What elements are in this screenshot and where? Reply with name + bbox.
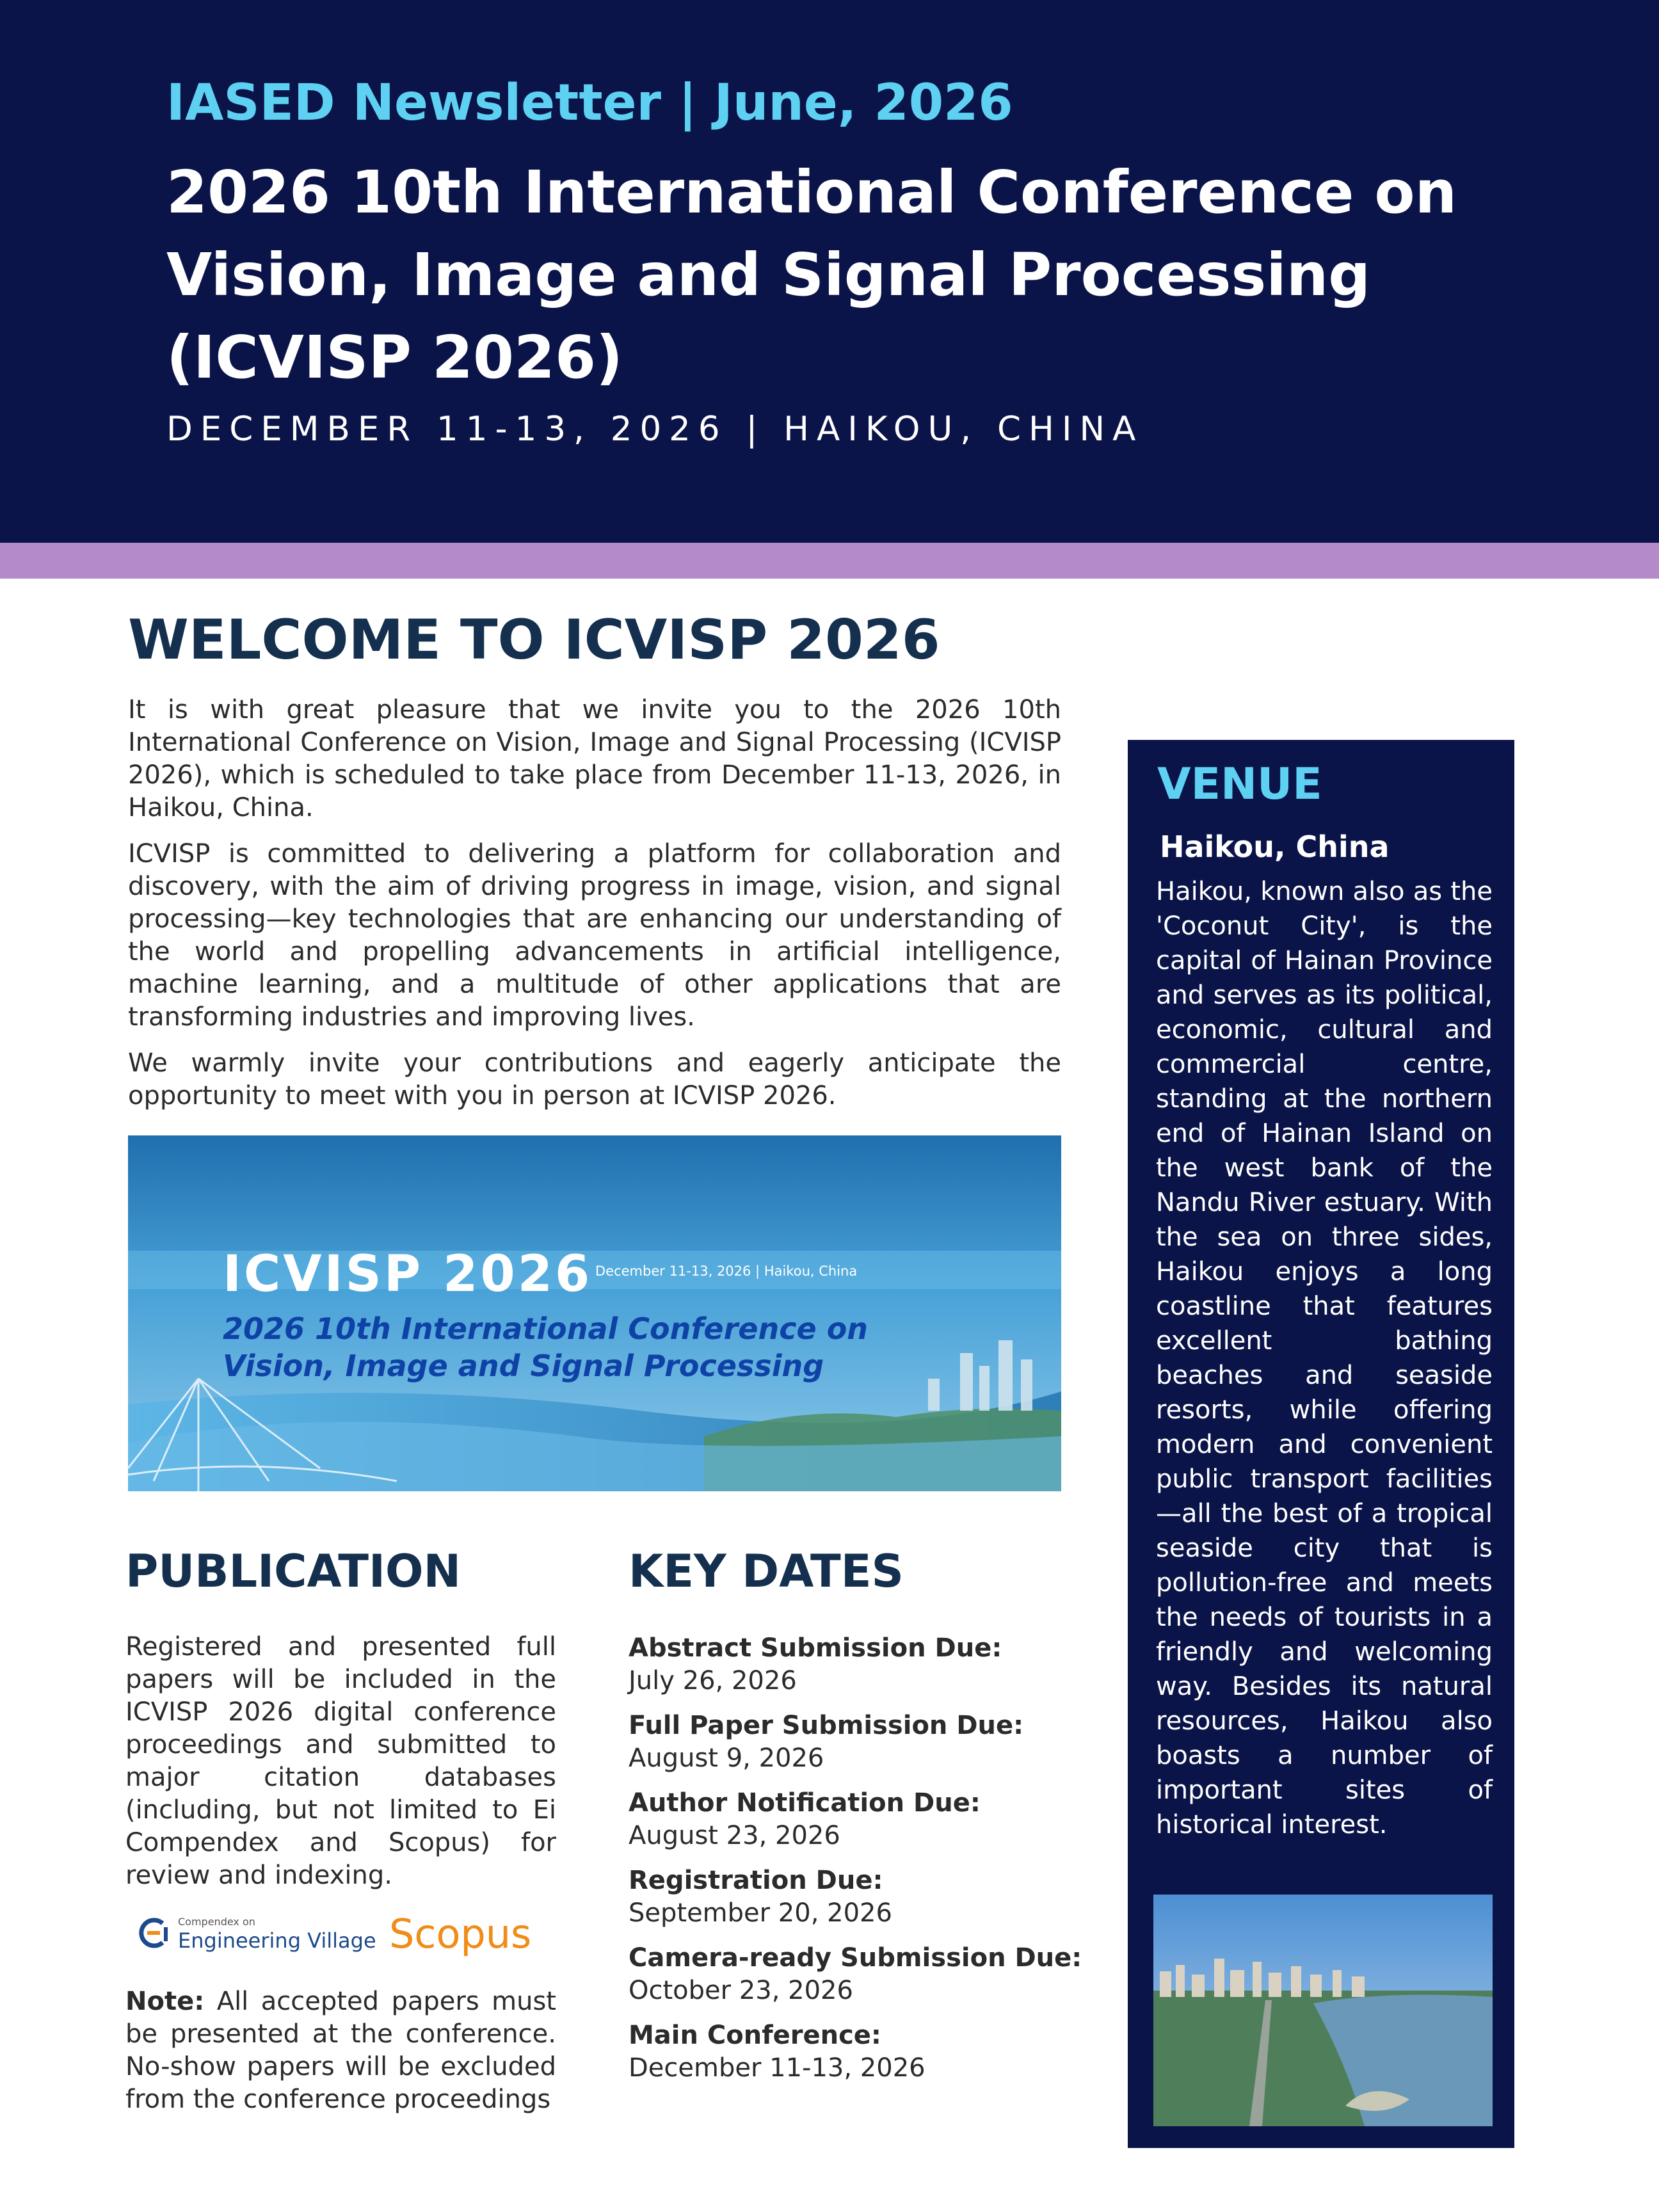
- newsletter-header: [0, 0, 1659, 543]
- key-date-value: September 20, 2026: [629, 1898, 892, 1928]
- key-date-label: Registration Due:: [629, 1866, 883, 1895]
- haikou-city-photo: [1153, 1895, 1493, 2126]
- city-photo-drawing: [1153, 1895, 1493, 2126]
- key-date-label: Full Paper Submission Due:: [629, 1711, 1024, 1740]
- note-label: Note:: [125, 1987, 205, 2016]
- banner-title-line: Vision, Image and Signal Processing: [223, 1349, 824, 1383]
- key-date-item: [629, 1787, 1089, 1852]
- conference-title: 2026 10th International Conference on Vision, Image and Signal Processing (ICVISP 2026): [166, 158, 1457, 392]
- publication-text: Registered and presented full papers will be included in the ICVISP 2026 digital conference proceedings and submitted to major citation databases (including, but not limited to Ei Compendex and Scopus) for review and indexing.: [125, 1632, 556, 1890]
- key-date-value: July 26, 2026: [629, 1666, 797, 1695]
- venue-sidebar: [1128, 740, 1514, 2148]
- key-date-value: August 23, 2026: [629, 1821, 840, 1850]
- scopus-logo: Scopus: [389, 1911, 532, 1957]
- conference-banner-image: [128, 1135, 1061, 1491]
- venue-description: Haikou, known also as the 'Coconut City', is the capital of Hainan Province and serves as its political, economic, cultural and commercial centre, standing at the northern end of Hainan Island on the west bank of the Nandu River estuary. With the sea on three sides, Haikou enjoys a long coastline that features excellent bathing beaches and seaside resorts, while offering modern and convenient public transport facilities—all the best of a tropical seaside city that is pollution-free and meets the needs of tourists in a friendly and welcoming way. Besides its natural resources, Haikou also boasts a number of important sites of historical interest.: [1156, 877, 1493, 1839]
- key-date-item: [629, 1942, 1089, 2007]
- key-date-item: [629, 1864, 1089, 1930]
- key-date-label: Author Notification Due:: [629, 1788, 981, 1818]
- welcome-intro: [128, 694, 1061, 1126]
- venue-city: Haikou, China: [1160, 830, 1390, 864]
- ei-logo-name: Engineering Village: [178, 1928, 376, 1953]
- key-date-item: [629, 2019, 1089, 2085]
- intro-paragraph: ICVISP is committed to delivering a platform for collaboration and discovery, with the aim of driving progress in image, vision, and signal processing—key technologies that are enhancing our understanding of the world and propelling advancements in artificial intelligence, machine learning, and a multitude of other applications that are transforming industries and improving lives.: [128, 839, 1061, 1032]
- indexing-logos: [138, 1911, 548, 1955]
- intro-paragraph: We warmly invite your contributions and eagerly anticipate the opportunity to meet with you in person at ICVISP 2026.: [128, 1048, 1061, 1110]
- ei-logo-subtitle: Compendex on: [178, 1916, 255, 1928]
- key-date-value: December 11-13, 2026: [629, 2053, 926, 2083]
- publication-note: [125, 1985, 556, 2116]
- ei-logo-icon: [138, 1914, 170, 1952]
- publication-heading: PUBLICATION: [125, 1545, 461, 1598]
- key-date-item: [629, 1632, 1089, 1697]
- key-date-item: [629, 1710, 1089, 1775]
- note-text: All accepted papers must be presented at the conference. No-show papers will be excluded from the conference proceedings: [125, 1987, 556, 2114]
- banner-title-line: 2026 10th International Conference on: [223, 1311, 869, 1346]
- key-date-value: October 23, 2026: [629, 1976, 853, 2005]
- banner-conference-name: ICVISP 2026: [223, 1246, 593, 1303]
- conference-date-location: DECEMBER 11-13, 2026 | HAIKOU, CHINA: [166, 410, 1144, 449]
- newsletter-issue: IASED Newsletter | June, 2026: [166, 74, 1013, 132]
- header-divider-band: [0, 543, 1659, 579]
- key-date-label: Main Conference:: [629, 2021, 881, 2050]
- intro-paragraph: It is with great pleasure that we invite you to the 2026 10th International Conference on Vision, Image and Signal Processing (ICVISP 2026), which is scheduled to take place from December 11-13, 2026, in Haikou, China.: [128, 695, 1061, 822]
- key-date-label: Camera-ready Submission Due:: [629, 1943, 1082, 1973]
- key-date-label: Abstract Submission Due:: [629, 1633, 1002, 1663]
- welcome-heading: WELCOME TO ICVISP 2026: [128, 608, 940, 672]
- banner-conference-title: [223, 1310, 868, 1384]
- banner-date: December 11-13, 2026 | Haikou, China: [595, 1263, 858, 1279]
- key-dates-heading: KEY DATES: [629, 1545, 904, 1598]
- key-dates-list: [629, 1632, 1089, 2097]
- key-date-value: August 9, 2026: [629, 1743, 824, 1773]
- venue-heading: VENUE: [1157, 759, 1322, 810]
